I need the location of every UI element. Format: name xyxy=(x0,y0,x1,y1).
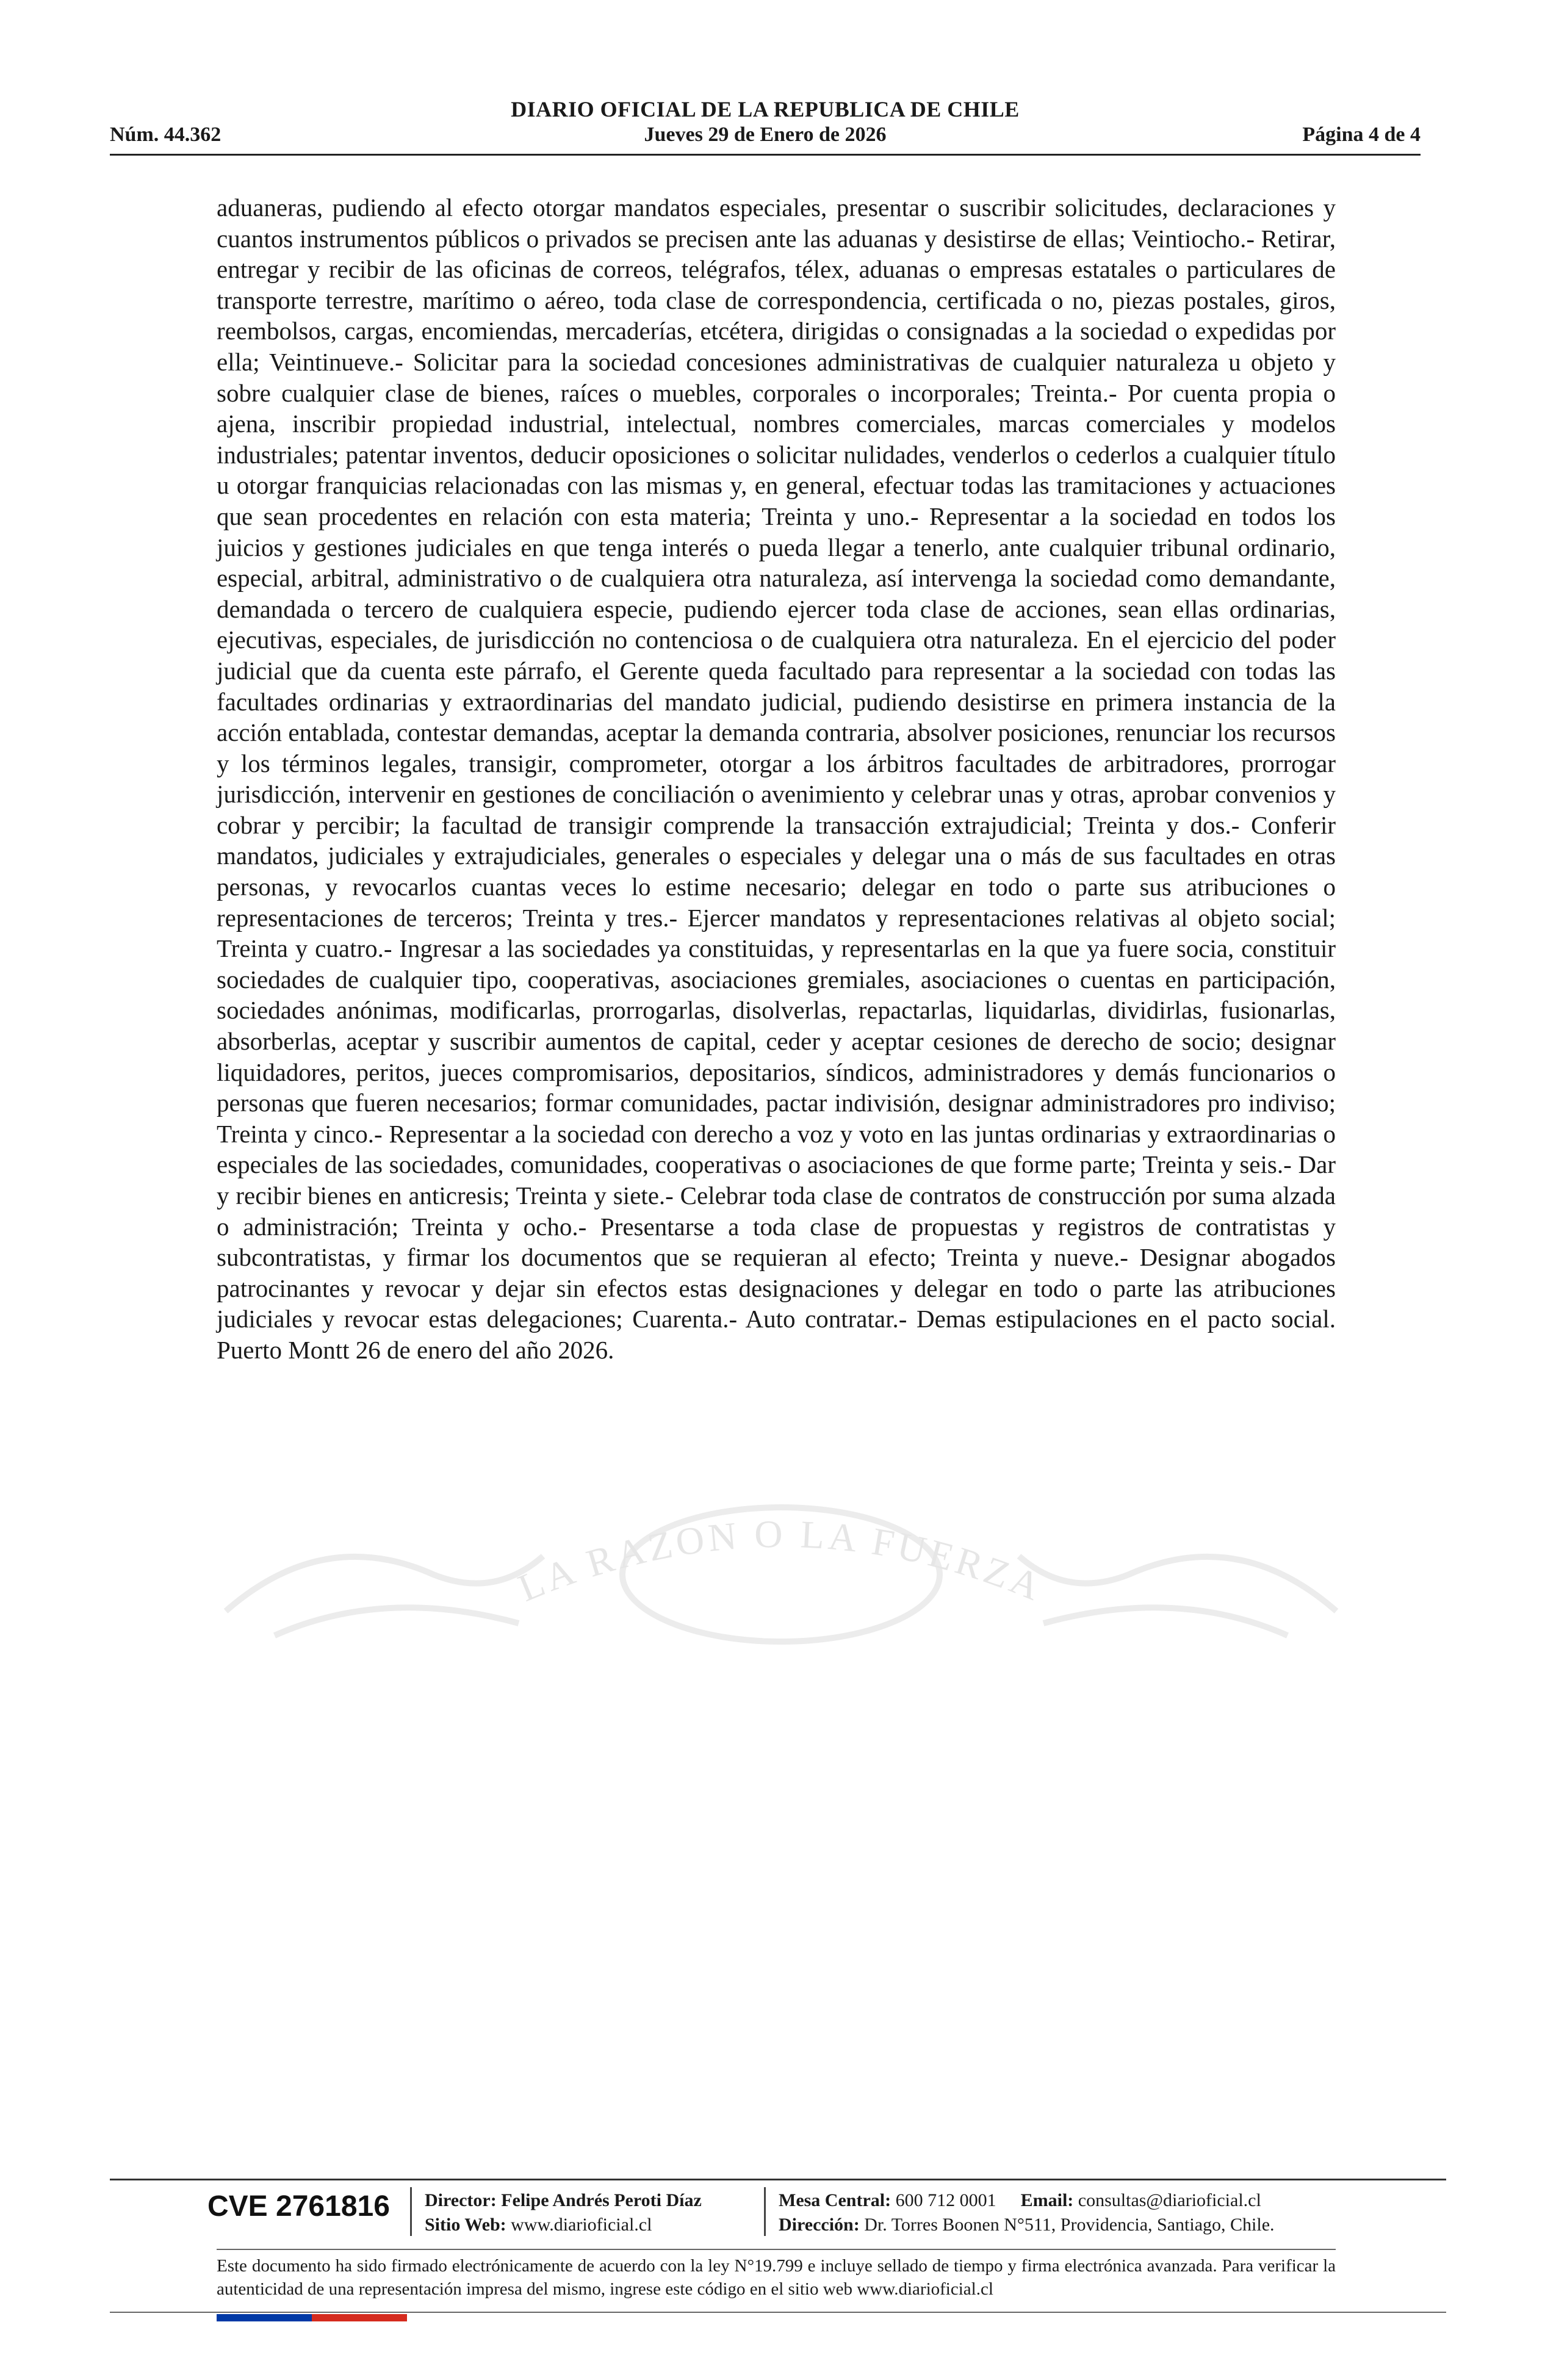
email-label: Email: xyxy=(1020,2190,1074,2210)
phone-number: 600 712 0001 xyxy=(895,2190,996,2210)
website-label: Sitio Web: xyxy=(425,2215,506,2235)
coat-of-arms-watermark xyxy=(201,1452,1361,1654)
director-label: Director: xyxy=(425,2190,497,2210)
director-name: Felipe Andrés Peroti Díaz xyxy=(501,2190,702,2210)
watermark-motto: LA RAZON O LA FUERZA xyxy=(512,1512,1050,1610)
issue-date: Jueves 29 de Enero de 2026 xyxy=(644,123,887,146)
newspaper-title: DIARIO OFICIAL DE LA REPUBLICA DE CHILE xyxy=(511,97,1020,121)
website-link[interactable]: www.diarioficial.cl xyxy=(511,2215,652,2235)
flag-stripe xyxy=(217,2314,407,2321)
footer-contact-block xyxy=(779,2188,1275,2237)
cve-code: CVE 2761816 xyxy=(207,2190,390,2223)
signature-notice: Este documento ha sido firmado electrónicamente de acuerdo con la ley N°19.799 e incluye sellado de tiempo y firma electrónica avanzada. Para verificar la autenticidad de una representación impresa del mismo, ingrese este código en el sitio web www.diarioficial.cl xyxy=(217,2256,1336,2299)
page-indicator: Página 4 de 4 xyxy=(1302,123,1421,146)
phone-label: Mesa Central: xyxy=(779,2190,891,2210)
article-body: aduaneras, pudiendo al efecto otorgar mandatos especiales, presentar o suscribir solicitudes, declaraciones y cuantos instrumentos públicos o privados se precisen ante las aduanas y desistirse de ellas; Veintiocho.- Retirar, entregar y recibir de las oficinas de correos, telégrafos, télex, aduanas o empresas estatales o particulares de transporte terrestre, marítimo o aéreo, toda clase de correspondencia, certificada o no, piezas postales, giros, reembolsos, cargas, encomiendas, mercaderías, etcétera, dirigidas o consignadas a la sociedad o expedidas por ella; Veintinueve.- Solicitar para la sociedad concesiones administrativas de cualquier naturaleza u objeto y sobre cualquier clase de bienes, raíces o muebles, corporales o incorporales; Treinta.- Por cuenta propia o ajena, inscribir propiedad industrial, intelectual, nombres comerciales, marcas comerciales y modelos industriales; patentar inventos, deducir oposiciones o solicitar nulidades, venderlos o cederlos a cualquier título u otorgar franquicias relacionadas con las mismas y, en general, efectuar todas las tramitaciones y actuaciones que sean procedentes en relación con esta materia; Treinta y uno.- Representar a la sociedad en todos los juicios y gestiones judiciales en que tenga interés o pueda llegar a tenerlo, ante cualquier tribunal ordinario, especial, arbitral, administrativo o de cualquiera otra naturaleza, así intervenga la sociedad como demandante, demandada o tercero de cualquiera especie, pudiendo ejercer toda clase de acciones, sean ellas ordinarias, ejecutivas, especiales, de jurisdicción no contenciosa o de cualquiera otra naturaleza. En el ejercicio del poder judicial que da cuenta este párrafo, el Gerente queda facultado para representar a la sociedad con todas las facultades ordinarias y extraordinarias del mandato judicial, pudiendo desistirse en primera instancia de la acción entablada, contestar demandas, aceptar la demanda contraria, absolver posiciones, renunciar los recursos y los términos legales, transigir, comprometer, otorgar a los árbitros facultades de arbitradores, prorrogar jurisdicción, intervenir en gestiones de conciliación o avenimiento y celebrar unas y otras, aprobar convenios y cobrar y percibir; la facultad de transigir comprende la transacción extrajudicial; Treinta y dos.- Conferir mandatos, judiciales y extrajudiciales, generales o especiales y delegar una o más de sus facultades en otras personas, y revocarlos cuantas veces lo estime necesario; delegar en todo o parte sus atribuciones o representaciones de terceros; Treinta y tres.- Ejercer mandatos y representaciones relativas al objeto social; Treinta y cuatro.- Ingresar a las sociedades ya constituidas, y representarlas en la que ya fuere socia, constituir sociedades de cualquier tipo, cooperativas, asociaciones gremiales, asociaciones o cuentas en participación, sociedades anónimas, modificarlas, prorrogarlas, disolverlas, repactarlas, liquidarlas, dividirlas, fusionarlas, absorberlas, aceptar y suscribir aumentos de capital, ceder y aceptar cesiones de derecho de socio; designar liquidadores, peritos, jueces compromisarios, depositarios, síndicos, administradores y demás funcionarios o personas que fueren necesarios; formar comunidades, pactar indivisión, designar administradores pro indiviso; Treinta y cinco.- Representar a la sociedad con derecho a voz y voto en las juntas ordinarias y extraordinarias o especiales de las sociedades, comunidades, cooperativas o asociaciones de que forme parte; Treinta y seis.- Dar y recibir bienes en anticresis; Treinta y siete.- Celebrar toda clase de contratos de construcción por suma alzada o administración; Treinta y ocho.- Presentarse a toda clase de propuestas y registros de contratistas y subcontratistas, y firmar los documentos que se requieran al efecto; Treinta y nueve.- Designar abogados patrocinantes y revocar y dejar sin efectos estas designaciones y delegar en todo o parte las atribuciones judiciales y revocar estas delegaciones; Cuarenta.- Auto contratar.- Demas estipulaciones en el pacto social. Puerto Montt 26 de enero del año 2026. xyxy=(217,193,1336,1364)
address-label: Dirección: xyxy=(779,2215,860,2235)
flag-blue-segment xyxy=(217,2314,312,2321)
footer-separator xyxy=(410,2187,412,2236)
footer-divider xyxy=(110,2179,1446,2180)
flag-red-segment xyxy=(312,2314,407,2321)
footer-separator xyxy=(764,2187,766,2236)
footer-divider xyxy=(110,2312,1446,2313)
issue-number: Núm. 44.362 xyxy=(110,123,222,146)
page-header xyxy=(110,93,1421,156)
footer-director-block xyxy=(425,2188,702,2237)
address-text: Dr. Torres Boonen N°511, Providencia, Santiago, Chile. xyxy=(864,2215,1275,2235)
email-link[interactable]: consultas@diarioficial.cl xyxy=(1078,2190,1261,2210)
footer-divider xyxy=(217,2249,1336,2250)
